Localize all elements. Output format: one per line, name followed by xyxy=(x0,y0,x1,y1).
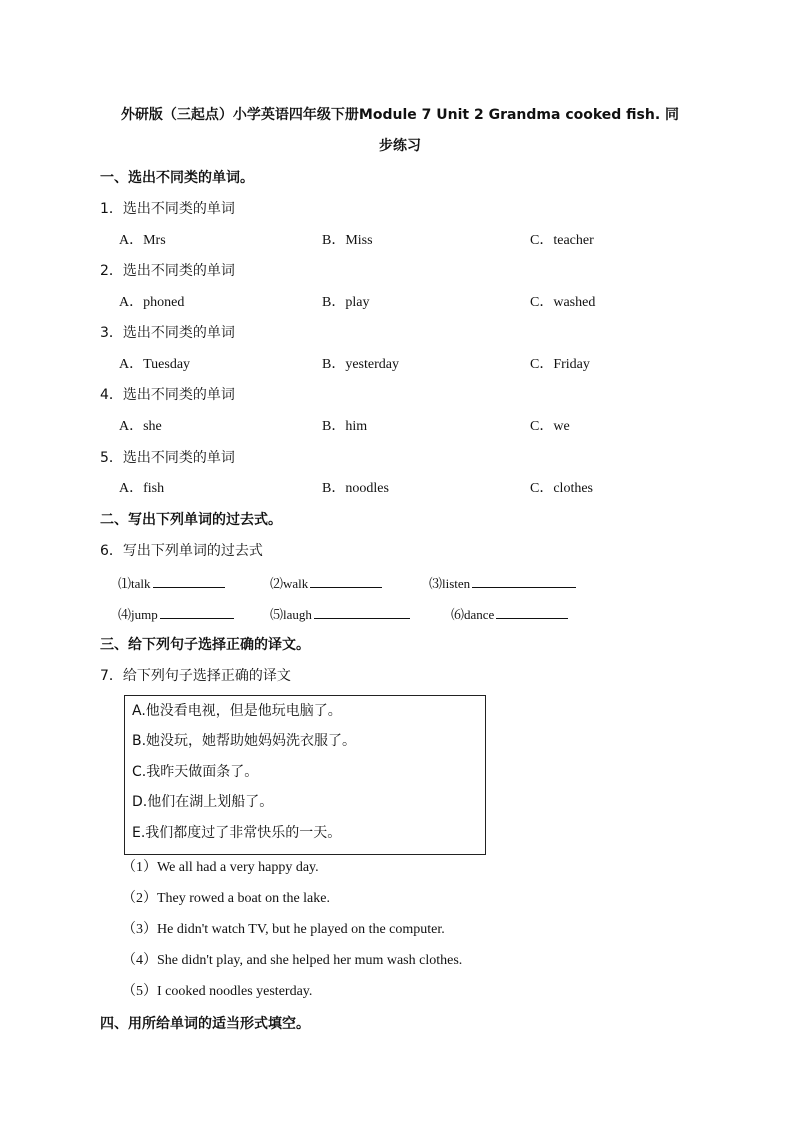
fill-blank-item xyxy=(451,604,568,625)
option-c: C．we xyxy=(530,419,570,434)
answer-line[interactable] xyxy=(310,573,382,588)
worksheet-title-line1: 外研版（三起点）小学英语四年级下册Module 7 Unit 2 Grandma cooked fish. 同 xyxy=(120,107,680,123)
option-c: C．Friday xyxy=(530,357,590,372)
fill-blank-item xyxy=(429,573,576,594)
question-number: 3． xyxy=(100,325,123,341)
english-sentence: （4）She didn't play, and she helped her mum wash clothes. xyxy=(122,953,463,968)
section2-heading: 二、写出下列单词的过去式。 xyxy=(100,512,282,528)
translation-option: C.我昨天做面条了。 xyxy=(132,764,259,780)
english-sentence: （2）They rowed a boat on the lake. xyxy=(122,891,330,906)
blank-word: ⑴talk xyxy=(118,576,151,591)
question-prompt: 选出不同类的单词 xyxy=(122,450,235,466)
question-number: 7． xyxy=(100,668,123,684)
blank-word: ⑶listen xyxy=(429,576,471,591)
answer-line[interactable] xyxy=(496,604,568,619)
blank-word: ⑸laugh xyxy=(270,607,312,622)
fill-blank-item xyxy=(118,604,234,625)
option-b: B．yesterday xyxy=(322,357,399,372)
question-2 xyxy=(100,261,235,281)
question-prompt: 选出不同类的单词 xyxy=(122,263,235,279)
option-b: B．play xyxy=(322,295,370,310)
english-sentence: （1）We all had a very happy day. xyxy=(122,860,319,875)
question-number: 5． xyxy=(100,450,123,466)
question-number: 1． xyxy=(100,201,123,217)
option-a: A．phoned xyxy=(119,295,185,310)
option-b: B．him xyxy=(322,419,368,434)
section3-heading: 三、给下列句子选择正确的译文。 xyxy=(100,637,310,653)
translation-option: B.她没玩，她帮助她妈妈洗衣服了。 xyxy=(132,733,357,749)
option-b: B．noodles xyxy=(322,481,389,496)
option-c: C．clothes xyxy=(530,481,593,496)
section4-heading: 四、用所给单词的适当形式填空。 xyxy=(100,1016,310,1032)
question-number: 2． xyxy=(100,263,123,279)
blank-word: ⑵walk xyxy=(270,576,309,591)
question-number: 4． xyxy=(100,387,123,403)
question-3 xyxy=(100,323,235,343)
option-a: A．Mrs xyxy=(119,233,166,248)
question-prompt: 选出不同类的单词 xyxy=(122,387,235,403)
option-a: A．she xyxy=(119,419,162,434)
question-prompt: 写出下列单词的过去式 xyxy=(122,543,263,559)
translation-option: D.他们在湖上划船了。 xyxy=(132,794,274,810)
question-prompt: 给下列句子选择正确的译文 xyxy=(122,668,291,684)
blank-word: ⑷jump xyxy=(118,607,158,622)
option-a: A．Tuesday xyxy=(119,357,191,372)
translation-option: E.我们都度过了非常快乐的一天。 xyxy=(132,825,342,841)
option-c: C．washed xyxy=(530,295,596,310)
section1-heading: 一、选出不同类的单词。 xyxy=(100,170,254,186)
answer-line[interactable] xyxy=(153,573,225,588)
question-prompt: 选出不同类的单词 xyxy=(122,201,235,217)
option-c: C．teacher xyxy=(530,233,594,248)
fill-blank-item xyxy=(270,604,410,625)
option-b: B．Miss xyxy=(322,233,373,248)
blank-word: ⑹dance xyxy=(451,607,495,622)
question-5 xyxy=(100,448,235,468)
question-1 xyxy=(100,199,235,219)
answer-line[interactable] xyxy=(160,604,234,619)
question-7 xyxy=(100,666,291,686)
fill-blank-item xyxy=(118,573,225,594)
option-a: A．fish xyxy=(119,481,165,496)
question-prompt: 选出不同类的单词 xyxy=(122,325,235,341)
fill-blank-item xyxy=(270,573,382,594)
english-sentence: （3）He didn't watch TV, but he played on the computer. xyxy=(122,922,445,937)
worksheet-title-line2: 步练习 xyxy=(379,138,421,154)
question-6 xyxy=(100,541,263,561)
question-number: 6． xyxy=(100,543,123,559)
answer-line[interactable] xyxy=(472,573,576,588)
english-sentence: （5）I cooked noodles yesterday. xyxy=(122,984,313,999)
answer-line[interactable] xyxy=(314,604,410,619)
question-4 xyxy=(100,385,235,405)
translation-option: A.他没看电视，但是他玩电脑了。 xyxy=(132,703,342,719)
